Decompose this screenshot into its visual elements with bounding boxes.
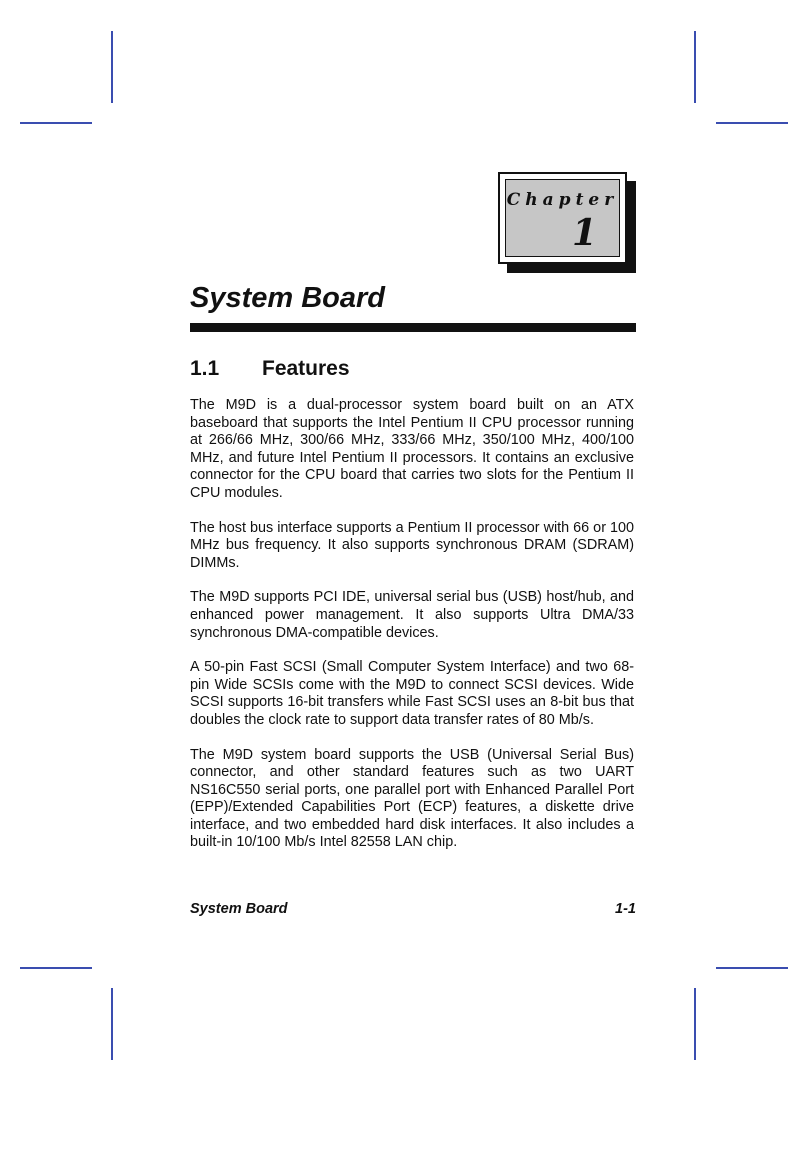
section-number: 1.1 xyxy=(190,357,220,380)
crop-mark-top-right-horizontal xyxy=(716,122,788,124)
body-text xyxy=(190,397,634,869)
crop-mark-bottom-left-vertical xyxy=(111,988,113,1060)
chapter-badge xyxy=(498,172,627,264)
paragraph: The M9D system board supports the USB (Universal Serial Bus) connector, and other standard features such as two UART NS16C550 serial ports, one parallel port with Enhanced Parallel Port (EPP)/Extended Capabilities Port (ECP) features, a diskette drive interface, and two embedded hard disk interfaces. It also includes a built-in 10/100 Mb/s Intel 82558 LAN chip. xyxy=(190,746,634,851)
paragraph: The host bus interface supports a Pentium II processor with 66 or 100 MHz bus frequency. It also supports synchronous DRAM (SDRAM) DIMMs. xyxy=(190,519,634,571)
paragraph: The M9D supports PCI IDE, universal serial bus (USB) host/hub, and enhanced power management. It also supports Ultra DMA/33 synchronous DMA-compatible devices. xyxy=(190,589,634,641)
chapter-badge-inner xyxy=(505,179,620,257)
crop-mark-top-left-horizontal xyxy=(20,122,92,124)
title-rule xyxy=(190,323,636,332)
page-title: System Board xyxy=(190,282,386,314)
crop-mark-bottom-right-horizontal xyxy=(716,967,788,969)
footer-page-number: 1-1 xyxy=(615,901,636,917)
chapter-number: 1 xyxy=(571,212,597,254)
crop-mark-bottom-left-horizontal xyxy=(20,967,92,969)
crop-mark-top-right-vertical xyxy=(694,31,696,103)
chapter-label: Chapter xyxy=(506,190,619,210)
crop-mark-bottom-right-vertical xyxy=(694,988,696,1060)
footer-chapter-title: System Board xyxy=(190,901,288,917)
paragraph: A 50-pin Fast SCSI (Small Computer System Interface) and two 68-pin Wide SCSIs come with the M9D to connect SCSI devices. Wide SCSI supports 16-bit transfers while Fast SCSI uses an 8-bit bus that doubles the clock rate to support data transfer rates of 80 Mb/s. xyxy=(190,659,634,728)
section-heading xyxy=(190,357,350,381)
page-footer xyxy=(190,901,636,917)
paragraph: The M9D is a dual-processor system board built on an ATX baseboard that supports the Intel Pentium II CPU processor running at 266/66 MHz, 300/66 MHz, 333/66 MHz, 350/100 MHz, 400/100 MHz, and future Intel Pentium II processors. It contains an exclusive connector for the CPU board that carries two slots for the Pentium II CPU modules. xyxy=(190,397,634,501)
section-title: Features xyxy=(262,357,350,380)
crop-mark-top-left-vertical xyxy=(111,31,113,103)
